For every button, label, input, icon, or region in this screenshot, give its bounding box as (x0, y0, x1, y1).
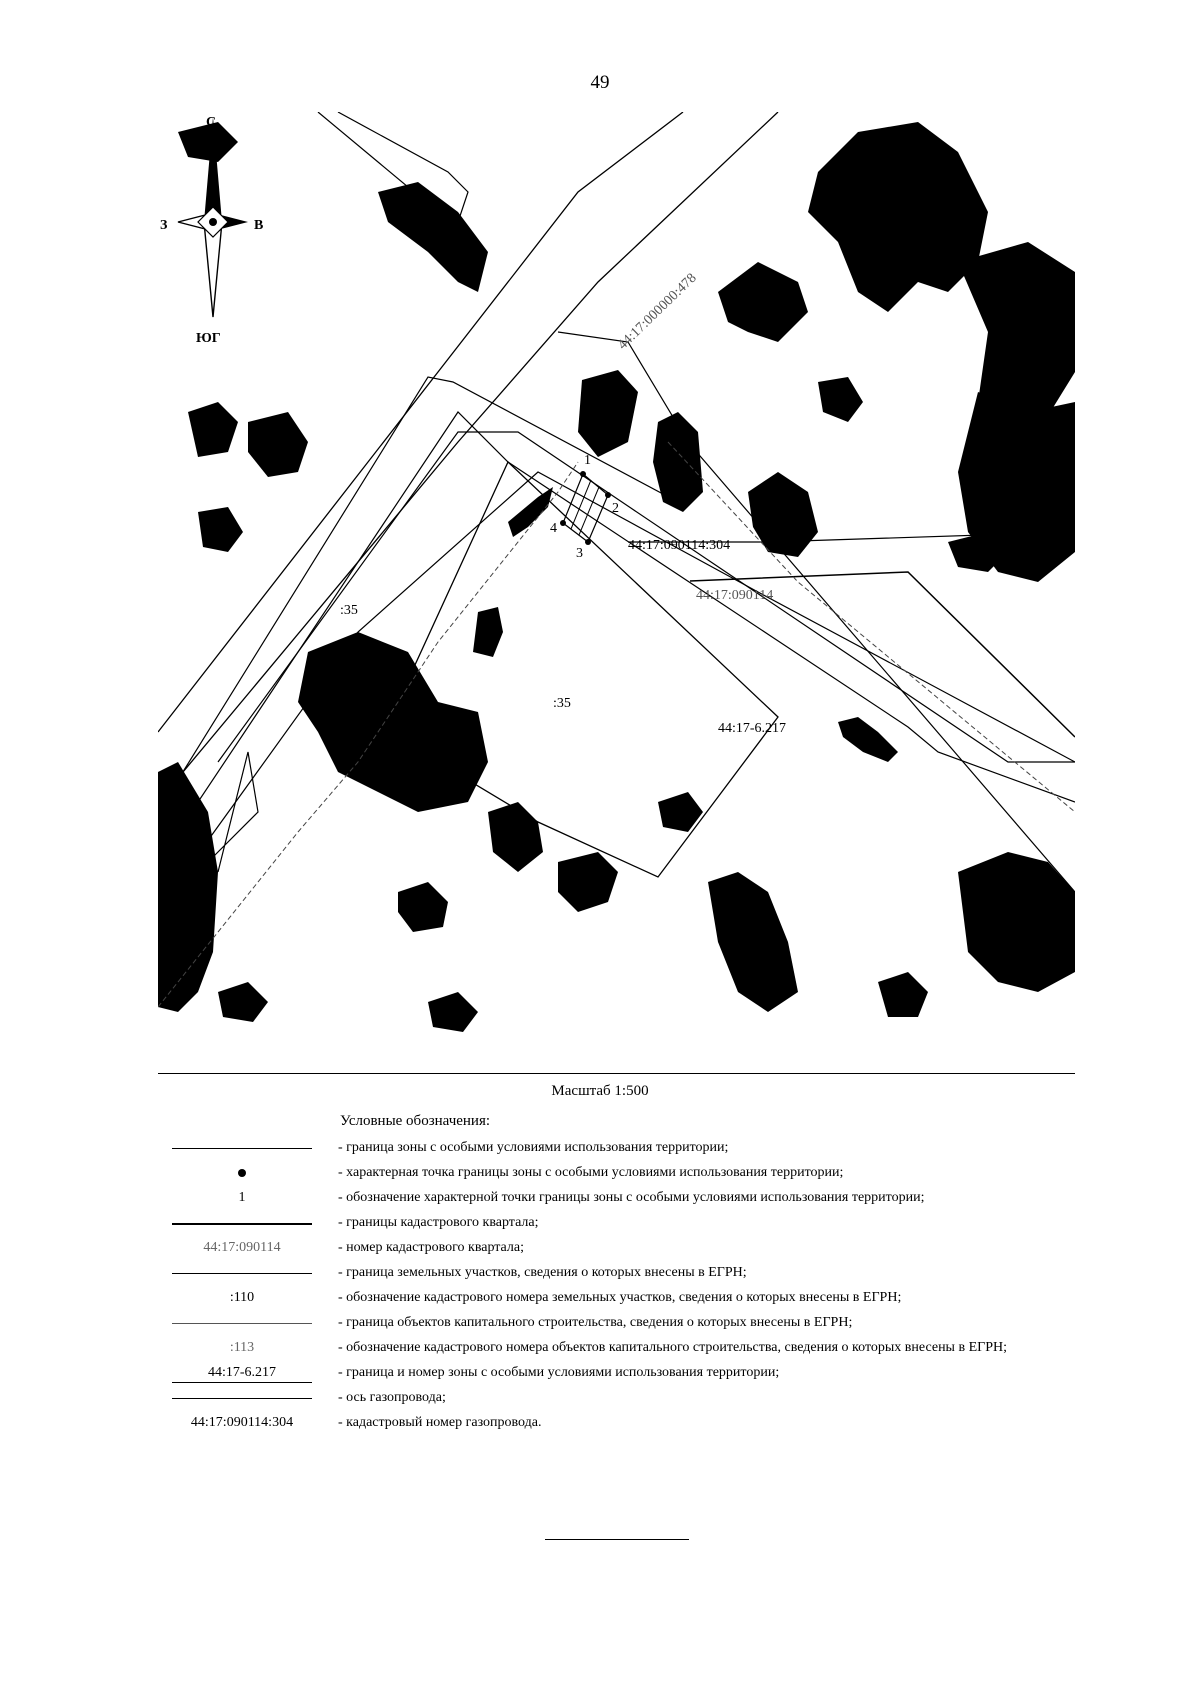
special-zone-hatch-1 (571, 480, 591, 529)
legend-symbol-point-dot (172, 1161, 312, 1186)
vegetation-layer (158, 122, 1075, 1032)
compass-east-label: В (254, 218, 264, 233)
compass-west-label: З (160, 218, 168, 233)
legend-item (0, 1161, 1200, 1186)
point-1-dot (580, 471, 586, 477)
legend-item (0, 1411, 1200, 1436)
page-number: 49 (590, 72, 610, 93)
point-4-dot (560, 520, 566, 526)
road-parcel-label: 44:17:000000:478 (615, 270, 700, 353)
legend-item (0, 1311, 1200, 1336)
point-4-label: 4 (550, 521, 557, 536)
legend-symbol-pipeline-number: 44:17:090114:304 (190, 1415, 294, 1430)
legend-text: - обозначение кадастрового номера земельных участков, сведения о которых внесены в ЕГРН; (338, 1290, 902, 1305)
legend-symbol-parcel-number: :110 (229, 1290, 255, 1305)
legend-item (0, 1236, 1200, 1261)
legend-text: - границы кадастрового квартала; (338, 1215, 539, 1230)
point-1-label: 1 (584, 453, 591, 468)
parcel-35-small-label: :35 (340, 603, 358, 618)
legend-text: - кадастровый номер газопровода. (338, 1415, 542, 1430)
legend-symbol-building-line (172, 1311, 312, 1336)
legend-item (0, 1336, 1200, 1361)
gas-pipeline-label: 44:17:090114:304 (628, 538, 731, 553)
legend-text: - граница и номер зоны с особыми условиями использования территории; (338, 1365, 780, 1380)
legend-item (0, 1186, 1200, 1211)
parcel-35-boundary (398, 462, 778, 877)
compass-south-label: ЮГ (196, 331, 221, 346)
legend-symbol-point-label: 1 (238, 1190, 246, 1205)
quarter-number-label: 44:17:090114 (696, 588, 774, 603)
legend-symbol-parcel-line (172, 1261, 312, 1286)
legend-title: Условные обозначения: (340, 1113, 491, 1129)
legend-symbol-building-number: :113 (229, 1340, 255, 1355)
legend-text: - граница объектов капитального строительства, сведения о которых внесены в ЕГРН; (338, 1315, 853, 1330)
legend-item (0, 1211, 1200, 1236)
legend-item (0, 1386, 1200, 1411)
cadastral-map (158, 112, 1075, 1060)
point-3-label: 3 (576, 546, 583, 561)
legend-text: - граница земельных участков, сведения о которых внесены в ЕГРН; (338, 1265, 747, 1280)
legend-text: - граница зоны с особыми условиями использования территории; (338, 1140, 729, 1155)
parcel-35-label: :35 (553, 696, 571, 711)
legend-item (0, 1136, 1200, 1161)
legend-symbol-zone-number: 44:17-6.217 (172, 1361, 312, 1386)
legend-symbol-quarter-number: 44:17:090114 (203, 1240, 281, 1255)
legend-text: - номер кадастрового квартала; (338, 1240, 524, 1255)
legend-text: - характерная точка границы зоны с особыми условиями использования территории; (338, 1165, 844, 1180)
legend-text: - обозначение характерной точки границы зоны с особыми условиями использования территории; (338, 1190, 925, 1205)
compass-rose (160, 115, 263, 346)
scale-label: Масштаб 1:500 (551, 1083, 649, 1099)
legend-symbol-zone-line (172, 1136, 312, 1161)
legend-symbol-quarter-line (172, 1211, 312, 1236)
point-2-label: 2 (612, 501, 619, 516)
legend-symbol-pipeline-axis (172, 1386, 312, 1411)
legend-item (0, 1286, 1200, 1311)
legend-item (0, 1361, 1200, 1386)
map-bottom-rule (158, 1073, 1075, 1074)
point-2-dot (605, 492, 611, 498)
legend-text: - ось газопровода; (338, 1390, 446, 1405)
legend-text: - обозначение кадастрового номера объектов капитального строительства, сведения о которых внесены в ЕГРН; (338, 1340, 1008, 1355)
zone-number-label: 44:17-6.217 (718, 721, 787, 736)
footer-rule (545, 1539, 689, 1540)
point-3-dot (585, 539, 591, 545)
legend-item (0, 1261, 1200, 1286)
compass-north-label: С (206, 115, 217, 130)
special-zone-polygon (563, 474, 608, 542)
